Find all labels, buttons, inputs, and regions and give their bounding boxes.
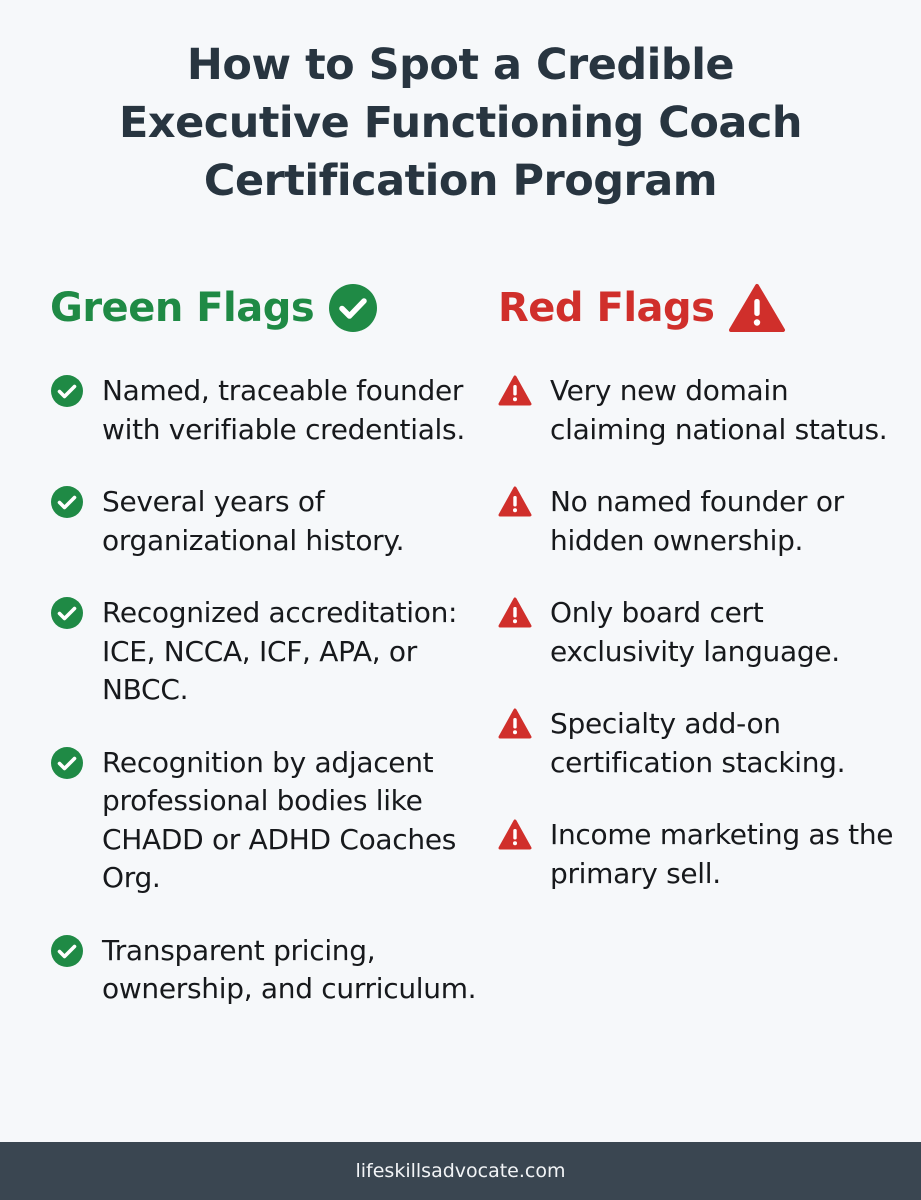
red-flags-column <box>498 280 908 927</box>
list-item <box>50 744 490 898</box>
check-circle-icon <box>328 283 378 333</box>
red-flag-text: Specialty add-on certification stacking. <box>550 707 846 779</box>
list-item <box>50 932 490 1009</box>
green-flags-column <box>50 280 490 1043</box>
page-title <box>0 36 921 210</box>
warning-triangle-icon <box>498 596 532 630</box>
green-flags-heading-text: Green Flags <box>50 285 315 331</box>
list-item <box>498 483 908 560</box>
list-item <box>498 594 908 671</box>
warning-triangle-icon <box>728 283 786 333</box>
list-item <box>498 705 908 782</box>
red-flags-heading <box>498 280 908 336</box>
green-flag-text: Recognized accreditation: ICE, NCCA, ICF, APA, or NBCC. <box>102 596 458 706</box>
red-flag-text: Income marketing as the primary sell. <box>550 818 894 890</box>
green-flag-text: Several years of organizational history. <box>102 485 405 557</box>
warning-triangle-icon <box>498 707 532 741</box>
green-flag-text: Named, traceable founder with verifiable credentials. <box>102 374 465 446</box>
check-circle-icon <box>50 374 84 408</box>
list-item <box>498 816 908 893</box>
red-flag-text: Very new domain claiming national status. <box>550 374 888 446</box>
footer-site-link[interactable]: lifeskillsadvocate.com <box>355 1160 566 1182</box>
list-item <box>498 372 908 449</box>
green-flags-list <box>50 372 490 1009</box>
warning-triangle-icon <box>498 818 532 852</box>
list-item <box>50 594 490 710</box>
green-flag-text: Recognition by adjacent professional bodies like CHADD or ADHD Coaches Org. <box>102 745 457 894</box>
check-circle-icon <box>50 934 84 968</box>
title-line-1: How to Spot a Credible <box>186 40 735 90</box>
warning-triangle-icon <box>498 374 532 408</box>
title-line-3: Certification Program <box>203 156 718 206</box>
check-circle-icon <box>50 596 84 630</box>
check-circle-icon <box>50 746 84 780</box>
red-flags-heading-text: Red Flags <box>498 285 715 331</box>
list-item <box>50 483 490 560</box>
red-flags-list <box>498 372 908 893</box>
title-line-2: Executive Functioning Coach <box>118 98 803 148</box>
check-circle-icon <box>50 485 84 519</box>
green-flags-heading <box>50 280 490 336</box>
green-flag-text: Transparent pricing, ownership, and curriculum. <box>102 933 477 1005</box>
warning-triangle-icon <box>498 485 532 519</box>
red-flag-text: No named founder or hidden ownership. <box>550 485 844 557</box>
list-item <box>50 372 490 449</box>
red-flag-text: Only board cert exclusivity language. <box>550 596 840 668</box>
footer-bar <box>0 1142 921 1200</box>
